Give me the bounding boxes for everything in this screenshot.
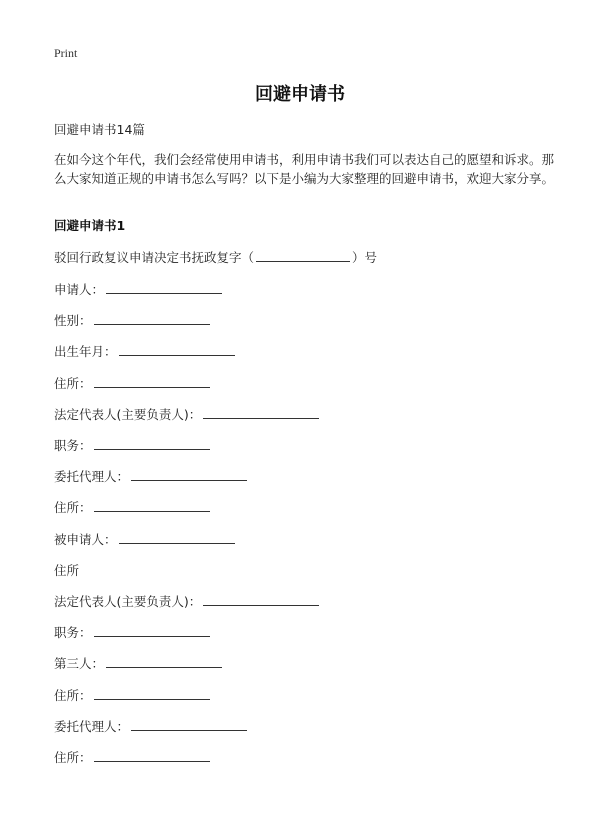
form-field-row [54, 342, 235, 362]
form-field-label: 委托代理人： [54, 469, 130, 485]
form-field-label: 职务： [54, 625, 92, 641]
form-field-row [54, 717, 247, 737]
form-field-row [54, 623, 210, 643]
document-subtitle: 回避申请书14篇 [54, 122, 145, 137]
form-field-label: 委托代理人： [54, 718, 130, 734]
form-field-label: 法定代表人(主要负责人)： [54, 594, 202, 609]
form-field-blank [94, 686, 210, 700]
form-field-label: 职务： [54, 438, 92, 453]
form-field-blank [203, 405, 319, 419]
form-field-row [54, 561, 79, 581]
form-field-row [54, 405, 319, 425]
form-field-blank [94, 498, 210, 512]
form-field-blank [119, 342, 235, 356]
form-field-label: 住所 [54, 562, 80, 578]
case-line-suffix: ）号 [352, 250, 378, 265]
form-field-blank [106, 280, 222, 294]
form-field-row [54, 748, 210, 768]
form-field-blank [94, 436, 210, 450]
form-field-row [54, 467, 247, 487]
form-field-row [54, 498, 210, 518]
form-field-label: 第三人： [54, 656, 105, 672]
form-field-row [54, 374, 210, 394]
form-field-blank [106, 654, 222, 668]
form-field-row [54, 654, 222, 674]
case-number-line [54, 248, 377, 266]
case-line-prefix: 驳回行政复议申请决定书抚政复字（ [54, 250, 255, 265]
form-field-row [54, 311, 210, 331]
form-field-label: 出生年月： [54, 344, 117, 360]
form-field-blank [94, 748, 210, 762]
form-field-label: 法定代表人(主要负责人)： [54, 406, 202, 422]
print-link[interactable]: Print [54, 46, 78, 60]
case-number-blank [256, 249, 350, 262]
section-heading: 回避申请书1 [54, 218, 126, 233]
form-field-row [54, 530, 235, 550]
form-field-label: 住所： [54, 750, 92, 765]
form-field-blank [131, 717, 247, 731]
form-field-blank [94, 374, 210, 388]
form-field-label: 性别： [54, 313, 92, 329]
form-field-blank [94, 311, 210, 325]
form-field-row [54, 686, 210, 706]
document-title: 回避申请书 [255, 84, 345, 105]
form-field-row [54, 436, 210, 456]
form-field-blank [94, 623, 210, 637]
form-field-blank [203, 592, 319, 606]
form-field-row [54, 280, 222, 300]
intro-paragraph: 在如今这个年代，我们会经常使用申请书，利用申请书我们可以表达自己的愿望和诉求。那么大家知道正规的申请书怎么写吗？以下是小编为大家整理的回避申请书，欢迎大家分享。 [54, 152, 555, 186]
form-field-label: 申请人： [54, 282, 105, 297]
form-field-label: 被申请人： [54, 531, 117, 547]
form-field-label: 住所： [54, 687, 92, 703]
form-field-row [54, 592, 319, 612]
form-field-label: 住所： [54, 375, 92, 391]
form-field-blank [131, 467, 247, 481]
form-field-label: 住所： [54, 500, 92, 516]
form-field-blank [119, 530, 235, 544]
